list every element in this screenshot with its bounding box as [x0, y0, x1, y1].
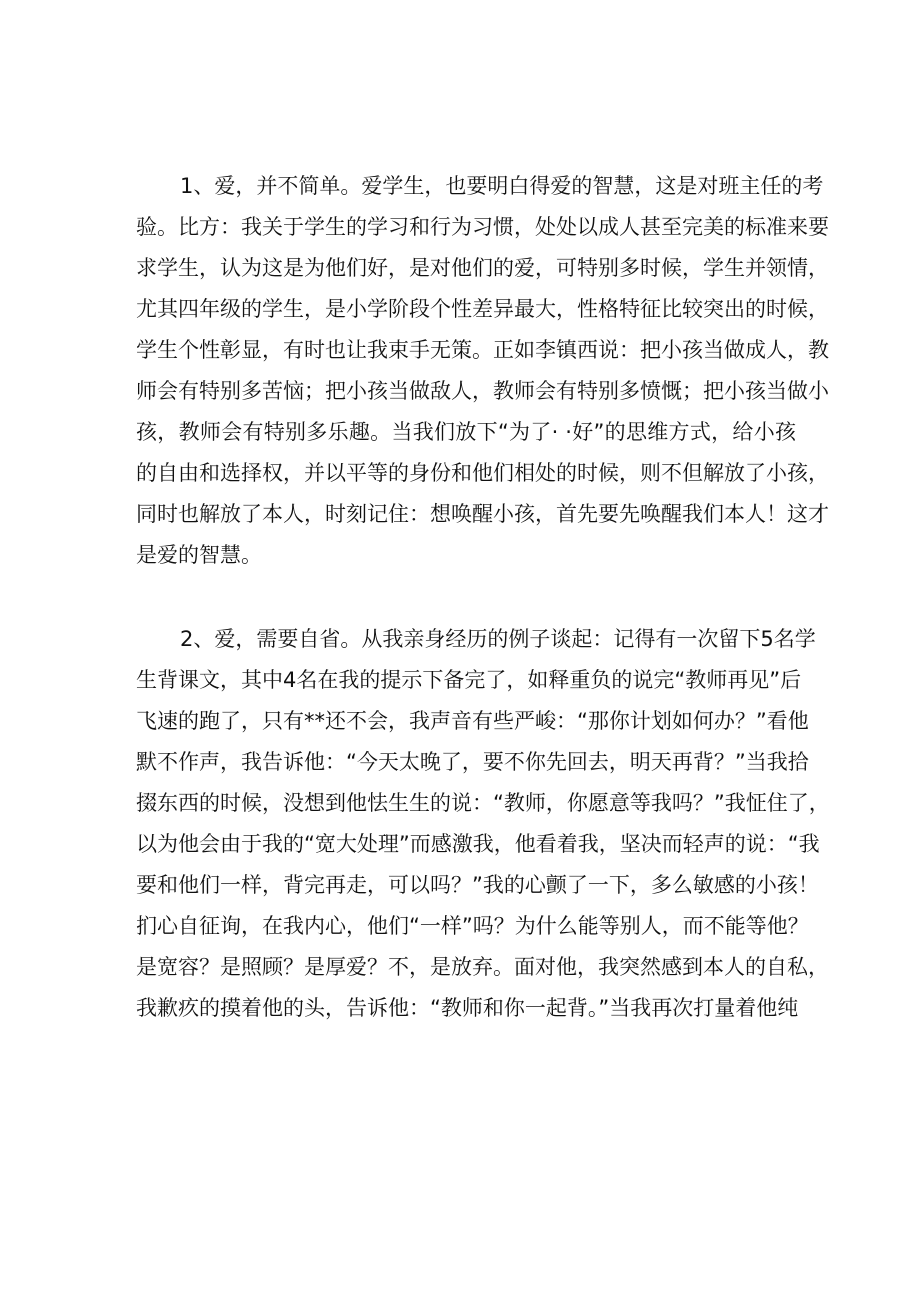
paragraph-line: 以为他会由于我的“宽大处理”而感激我，他看着我，坚决而轻声的说：“我: [136, 832, 820, 856]
paragraph-line: 要和他们一样，背完再走，可以吗？”我的心颤了一下，多么敏感的小孩！: [136, 873, 819, 897]
paragraph-line: 验。比方：我关于学生的学习和行为习惯，处处以成人甚至完美的标准来要: [136, 215, 829, 239]
paragraph-line: 尤其四年级的学生，是小学阶段个性差异最大，性格特征比较突出的时候，: [136, 297, 829, 321]
paragraph-line: 默不作声，我告诉他：“今天太晚了，要不你先回去，明天再背？”当我拾: [136, 750, 809, 774]
paragraph-line: 1、爱，并不简单。爱学生，也要明白得爱的智慧，这是对班主任的考: [180, 174, 824, 198]
paragraph-line: 的自由和选择权，并以平等的身份和他们相处的时候，则不但解放了小孩，: [136, 461, 829, 485]
paragraph-line: 师会有特别多苦恼；把小孩当做敌人，教师会有特别多愤慨；把小孩当做小: [136, 379, 829, 403]
paragraph-line: 我歉疚的摸着他的头，告诉他：“教师和你一起背。”当我再次打量着他纯: [136, 996, 799, 1020]
paragraph-2: [136, 619, 830, 1029]
paragraph-line: 是爱的智慧。: [136, 543, 262, 567]
paragraph-line: 同时也解放了本人，时刻记住：想唤醒小孩，首先要先唤醒我们本人！这才: [136, 502, 829, 526]
paragraph-line: 飞速的跑了，只有**还不会，我声音有些严峻：“那你计划如何办？”看他: [136, 709, 809, 733]
paragraph-line: 扪心自征询，在我内心，他们“一样”吗？为什么能等别人，而不能等他？: [136, 914, 809, 938]
paragraph-line: 求学生，认为这是为他们好，是对他们的爱，可特别多时候，学生并领情，: [136, 256, 829, 280]
paragraph-line: 2、爱，需要自省。从我亲身经历的例子谈起：记得有一次留下5名学: [180, 627, 816, 651]
paragraph-line: 是宽容？是照顾？是厚爱？不，是放弃。面对他，我突然感到本人的自私，: [136, 955, 829, 979]
paragraph-line: 学生个性彰显，有时也让我束手无策。正如李镇西说：把小孩当做成人，教: [136, 338, 829, 362]
paragraph-line: 掇东西的时候，没想到他怯生生的说：“教师，你愿意等我吗？”我怔住了，: [136, 791, 830, 815]
paragraph-line: 生背课文，其中4名在我的提示下备完了，如释重负的说完“教师再见”后: [136, 668, 802, 692]
paragraph-1: [136, 166, 829, 576]
paragraph-line: 孩，教师会有特别多乐趣。当我们放下“为了· ·好”的思维方式，给小孩: [136, 420, 796, 444]
